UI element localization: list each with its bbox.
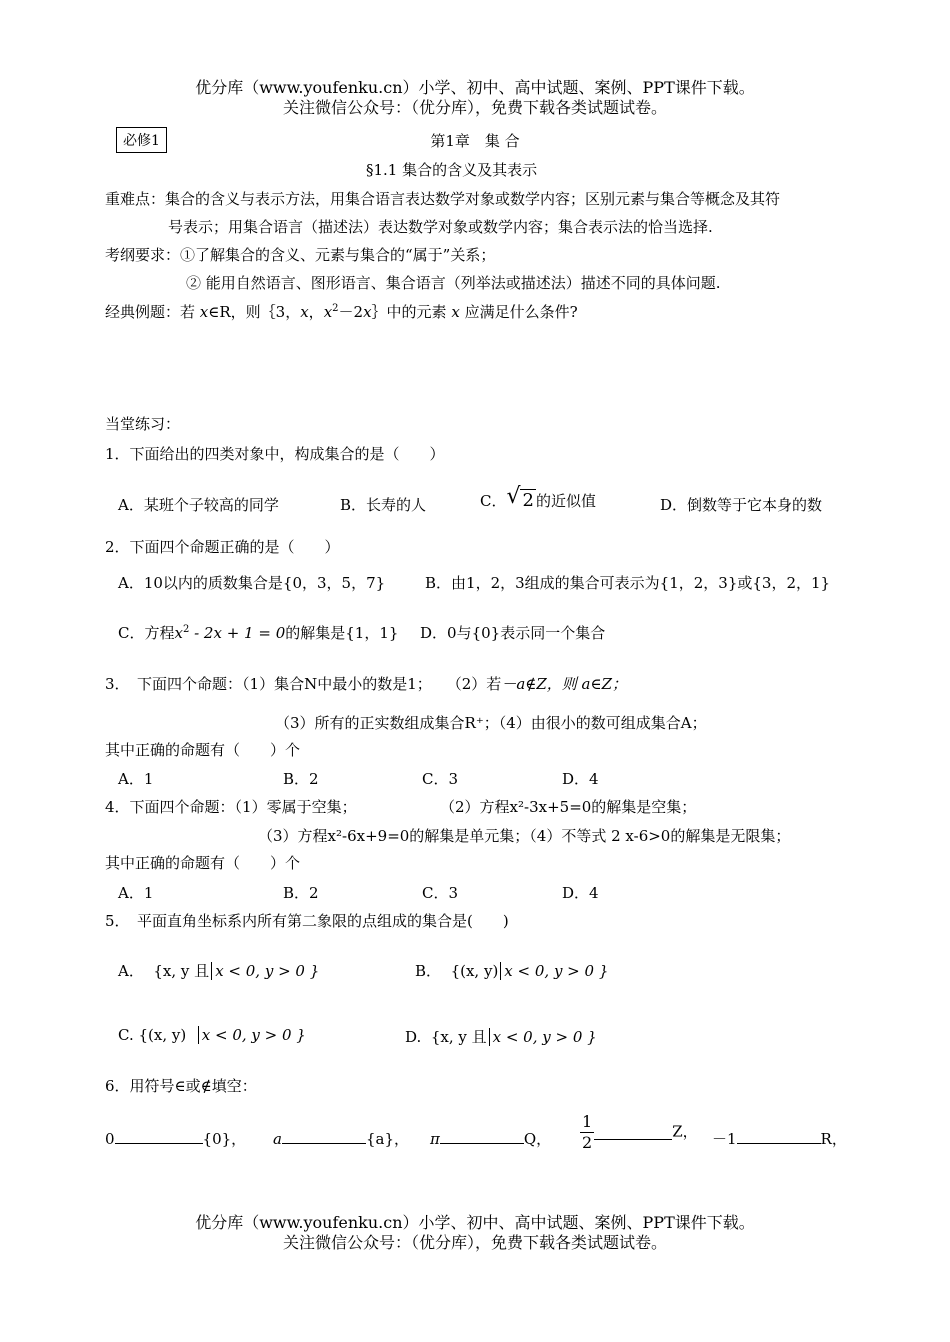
footer-line-1: 优分库（www.youfenku.cn）小学、初中、高中试题、案例、PPT课件下载。 [195, 1213, 755, 1232]
q3-option-b: B．2 [283, 770, 319, 788]
answer-blank[interactable] [440, 1129, 524, 1144]
q3-stem: 3． 下面四个命题：（1）集合N中最小的数是1； （2）若－a∉Z，则 a∈Z； [105, 675, 628, 693]
q3-option-a: A．1 [118, 770, 154, 788]
q1-stem: 1．下面给出的四类对象中，构成集合的是（ ） [105, 445, 445, 463]
chapter-title: 第1章 集 合 [430, 132, 520, 150]
header-line-1: 优分库（www.youfenku.cn）小学、初中、高中试题、案例、PPT课件下载。 [195, 78, 755, 97]
q4-option-a: A．1 [118, 884, 154, 902]
q4-option-c: C．3 [422, 884, 459, 902]
q6-item-5: －1 R， [712, 1130, 847, 1148]
key-points-line-1: 重难点：集合的含义与表示方法，用集合语言表达数学对象或数学内容；区别元素与集合等概念及其符 [105, 190, 781, 208]
q2-option-d: D．0与{0}表示同一个集合 [420, 624, 606, 642]
q4-line-1b: （2）方程x²-3x+5=0的解集是空集； [440, 798, 697, 816]
q5-stem: 5． 平面直角坐标系内所有第二象限的点组成的集合是( ) [105, 912, 509, 930]
q6-stem: 6．用符号∈或∉填空： [105, 1077, 257, 1095]
q1-option-d: D．倒数等于它本身的数 [660, 496, 823, 514]
footer-line-2: 关注微信公众号：（优分库），免费下载各类试题试卷。 [282, 1233, 667, 1252]
q3-option-c: C．3 [422, 770, 459, 788]
practice-title: 当堂练习： [105, 415, 181, 433]
q4-line-2: （3）方程x²-6x+9=0的解集是单元集；（4）不等式 2 x-6>0的解集是无限集； [258, 827, 791, 845]
q5-option-a: A． {x, y 且 x < 0, y > 0 } [118, 962, 320, 980]
q3-option-d: D．4 [562, 770, 599, 788]
answer-blank[interactable] [282, 1129, 366, 1144]
syllabus-line-2: ② 能用自然语言、图形语言、集合语言（列举法或描述法）描述不同的具体问题. [186, 274, 721, 292]
q3-ask: 其中正确的命题有（ ）个 [105, 741, 301, 759]
q1-option-c: C． √ 2 的近似值 [480, 484, 596, 511]
q4-option-b: B．2 [283, 884, 319, 902]
q2-option-c: C．方程$x^2 - 2x + 1 = 0$的解集是{1，1} [118, 624, 399, 642]
q6-item-2: a {a}， [273, 1130, 409, 1148]
key-points-line-2: 号表示；用集合语言（描述法）表达数学对象或数学内容；集合表示法的恰当选择. [168, 218, 713, 236]
q6-item-1: 0 {0}， [105, 1130, 247, 1148]
q5-option-d: D. {x, y 且 x < 0, y > 0 } [405, 1028, 597, 1046]
answer-blank[interactable] [594, 1125, 672, 1140]
syllabus-line-1: 考纲要求：①了解集合的含义、元素与集合的“属于”关系； [105, 246, 496, 264]
header-line-2: 关注微信公众号：（优分库），免费下载各类试题试卷。 [282, 98, 667, 117]
answer-blank[interactable] [737, 1129, 821, 1144]
q2-stem: 2．下面四个命题正确的是（ ） [105, 538, 340, 556]
classic-example: 经典例题：若 x∈R，则｛3，x，$x^2-2x\}$中的元素 x 应满足什么条件? [105, 303, 578, 321]
q2-option-b: B．由1，2，3组成的集合可表示为{1，2，3}或{3，2，1} [425, 574, 831, 592]
answer-blank[interactable] [115, 1129, 203, 1144]
q4-line-1a: 4．下面四个命题：（1）零属于空集； [105, 798, 357, 816]
q5-option-c: C. {(x, y) x < 0, y > 0 } [118, 1026, 306, 1044]
q6-item-4: $\frac{1}{2}$ Z， [582, 1112, 698, 1152]
q5-option-b: B． {(x, y) x < 0, y > 0 } [415, 962, 609, 980]
section-title: §1.1 集合的含义及其表示 [366, 161, 538, 179]
q1-option-a: A．某班个子较高的同学 [118, 496, 279, 514]
fraction-one-half: $\frac{1}{2}$ [582, 1112, 593, 1152]
course-box: 必修1 [116, 127, 167, 153]
q1-option-b: B．长寿的人 [340, 496, 427, 514]
q6-item-3: π Q， [430, 1130, 552, 1148]
q2-option-a: A．10以内的质数集合是{0，3，5，7} [118, 574, 386, 592]
q3-line-2: （3）所有的正实数组成集合R⁺；（4）由很小的数可组成集合A； [275, 714, 707, 732]
sqrt-symbol: √ 2 [506, 484, 534, 511]
q4-ask: 其中正确的命题有（ ）个 [105, 854, 301, 872]
q4-option-d: D．4 [562, 884, 599, 902]
